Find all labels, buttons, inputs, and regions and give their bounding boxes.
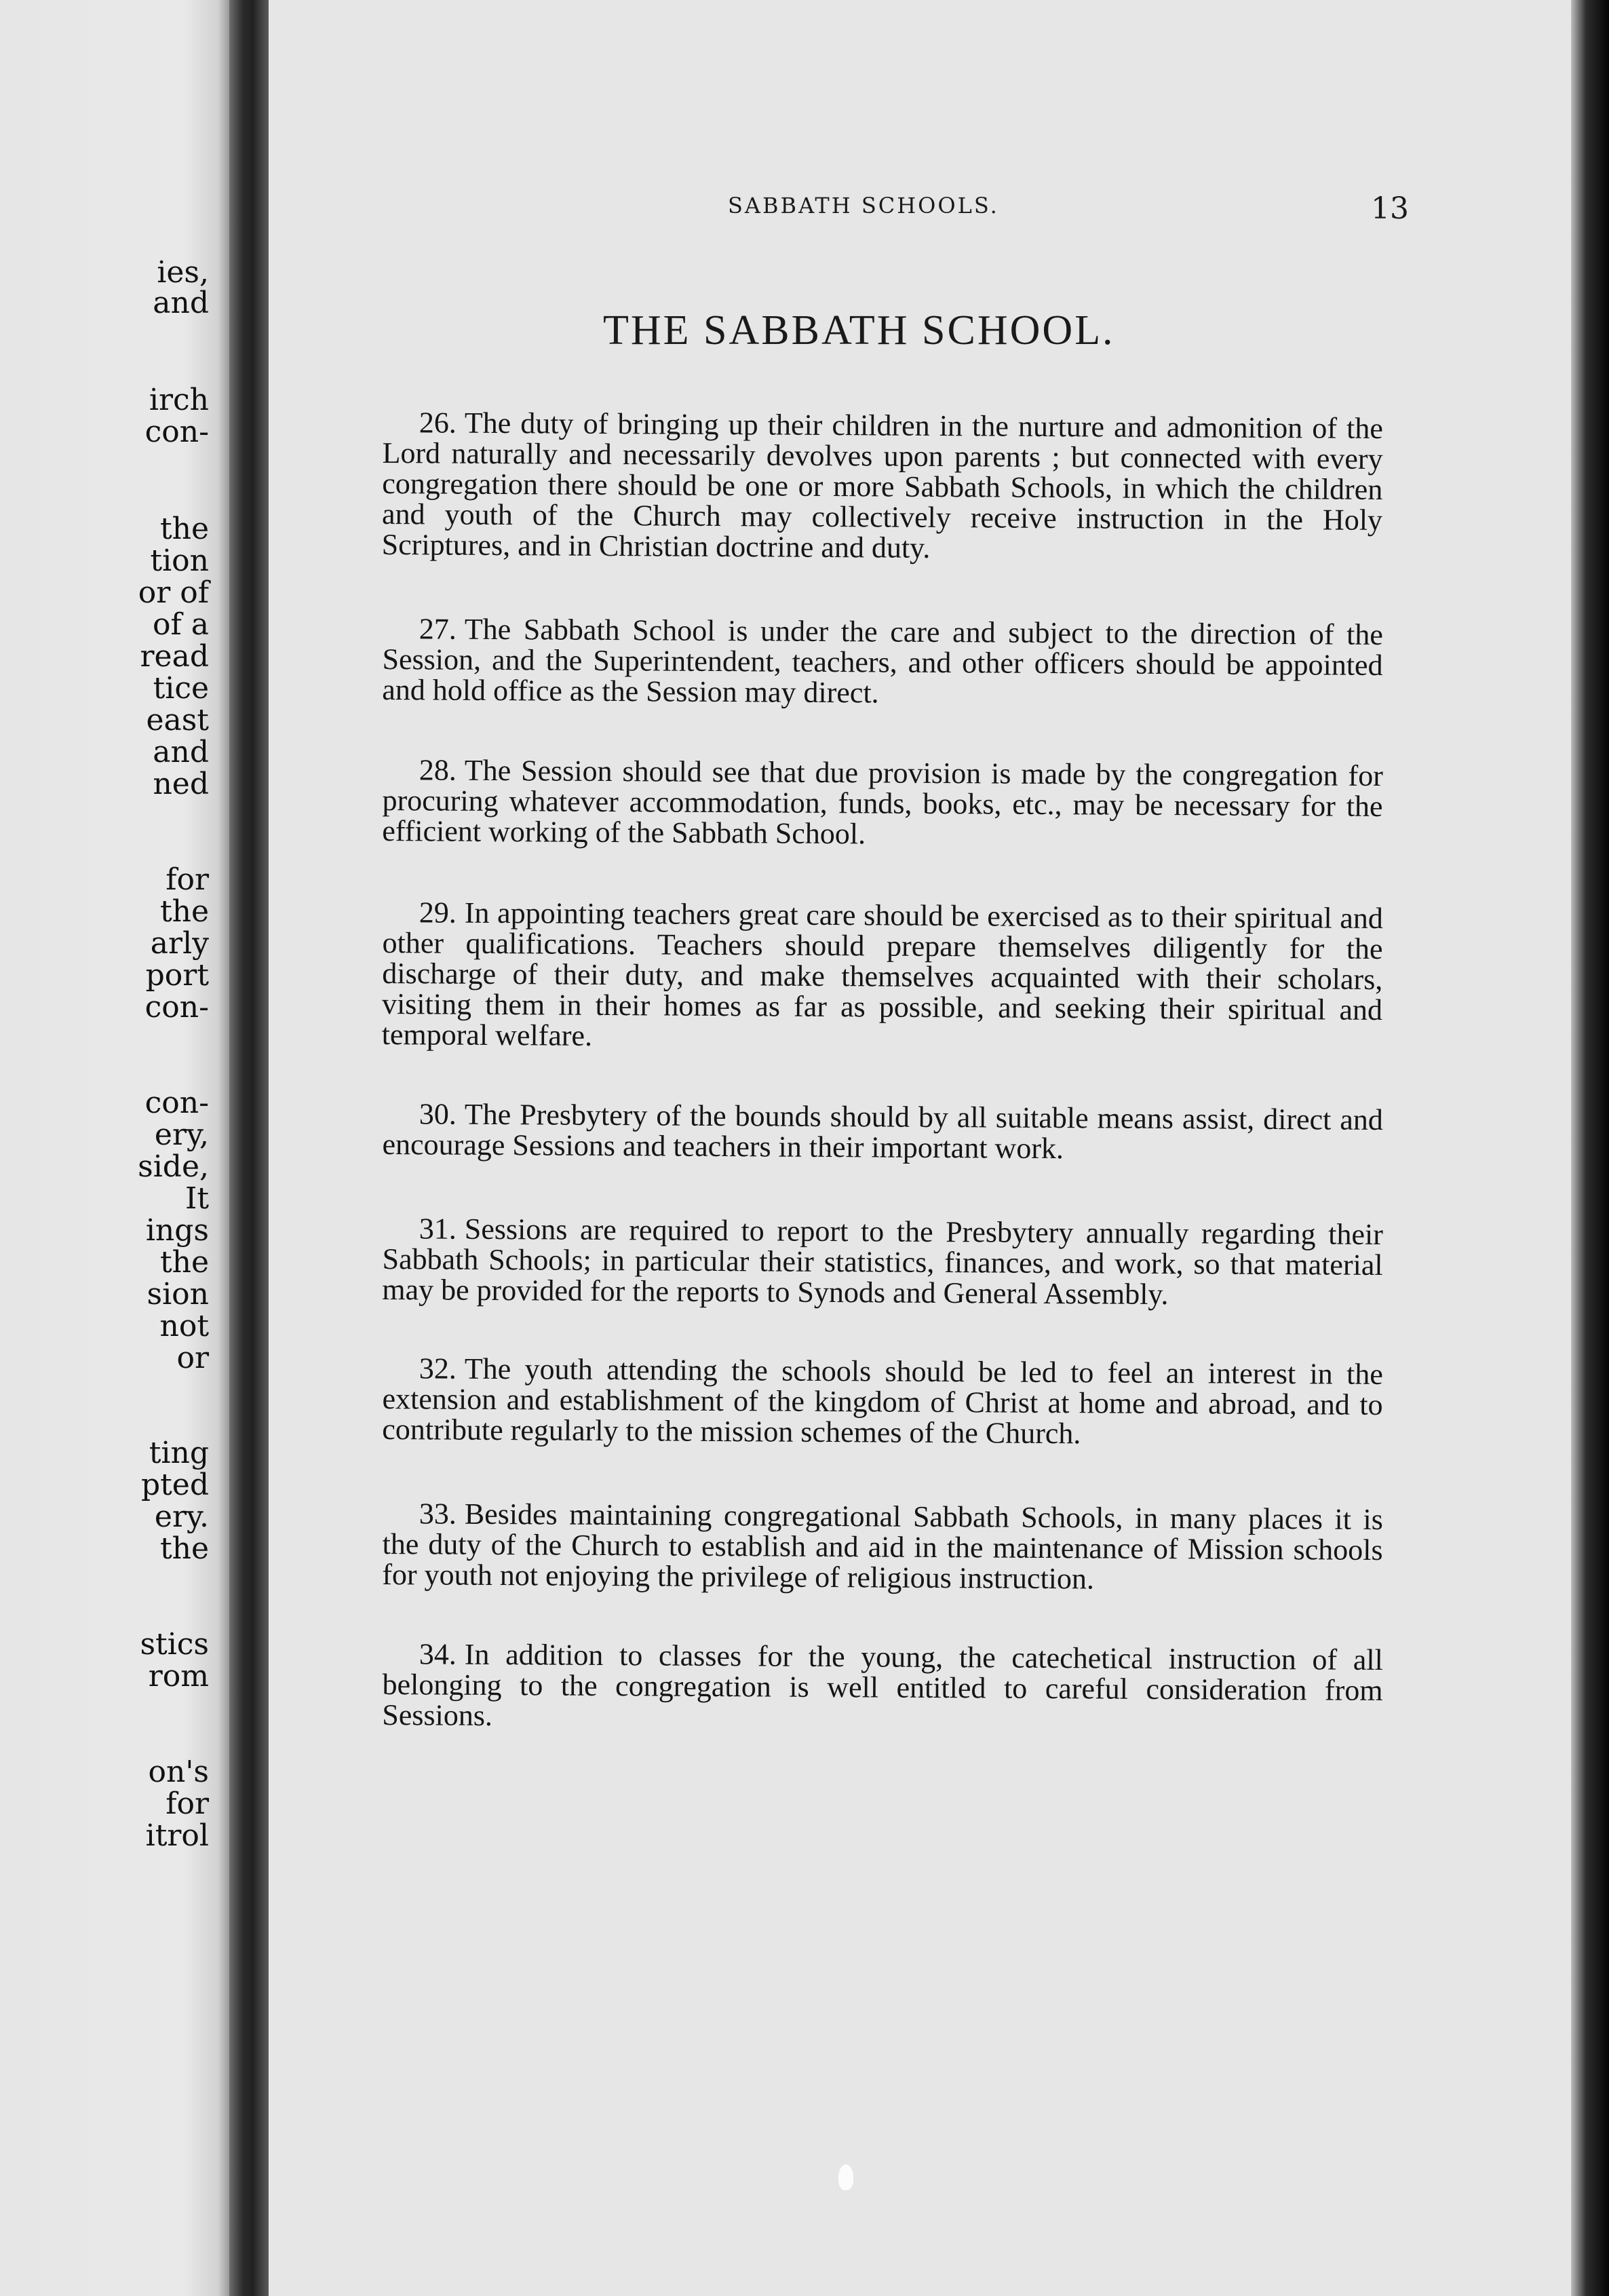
left-fragment: of a <box>153 607 209 642</box>
left-fragment: ery. <box>154 1499 209 1534</box>
book-gutter <box>229 0 269 2296</box>
left-page-text-fragments <box>73 0 209 2296</box>
paragraph-number: 26. <box>419 406 457 440</box>
paragraph-number: 30. <box>419 1097 457 1131</box>
left-fragment: pted <box>140 1468 209 1502</box>
left-fragment: stics <box>140 1627 209 1662</box>
left-fragment: con- <box>144 1086 209 1120</box>
paragraph-text: The duty of bringing up their children in the nurture and admonition of the Lord naturally and necessarily devolves upon parents ; but connected with every congregation there should be one or more Sabbath Schools, in which the children and youth of the Church may collectively receive instruction in the Holy Scriptures, and in Christian doctrine and duty. <box>381 406 1383 565</box>
left-fragment: con- <box>144 415 209 449</box>
left-fragment: ting <box>149 1436 209 1470</box>
left-fragment: for <box>166 862 209 897</box>
paragraph <box>382 1098 1383 1166</box>
left-fragment: ned <box>153 767 209 801</box>
page-number: 13 <box>1371 191 1409 226</box>
running-head: SABBATH SCHOOLS. <box>728 193 999 218</box>
left-fragment: or <box>176 1341 209 1375</box>
left-fragment: side, <box>138 1149 209 1184</box>
left-fragment: and <box>153 735 209 769</box>
left-fragment: read <box>140 639 209 674</box>
paragraph-text: In addition to classes for the young, the catechetical instruction of all belonging to the congregation is well entitled to careful consideration from Sessions. <box>382 1637 1383 1732</box>
page-edge-shadow <box>1571 0 1609 2296</box>
paragraph <box>382 1639 1383 1736</box>
left-fragment: ings <box>145 1213 209 1248</box>
paragraph-number: 32. <box>419 1352 457 1385</box>
paragraph-number: 29. <box>419 896 457 930</box>
paragraph-text: Besides maintaining congregational Sabbath Schools, in many places it is the duty of the Church to establish and aid in the maintenance of Mission schools for youth not enjoying the privilege of religious instruction. <box>382 1497 1383 1596</box>
left-fragment: tion <box>150 543 209 578</box>
left-fragment: arly <box>150 926 209 961</box>
left-fragment: tice <box>153 671 209 706</box>
paragraph-number: 33. <box>419 1497 457 1531</box>
left-fragment: or of <box>138 575 209 610</box>
paragraph <box>382 613 1383 711</box>
left-fragment: the <box>159 894 209 929</box>
paragraph-text: Sessions are required to report to the Presbytery annually regarding their Sabbath Schools; in particular their statistics, finances, and work, so that material may be provided for the reports to Synods and General Assembly. <box>382 1212 1383 1312</box>
paragraph-text: The Presbytery of the bounds should by all suitable means assist, direct and encourage Sessions and teachers in their important work. <box>382 1097 1383 1166</box>
left-fragment: the <box>159 1245 209 1280</box>
paragraph <box>382 407 1383 566</box>
section-title: THE SABBATH SCHOOL. <box>603 307 1115 353</box>
paragraph-number: 27. <box>419 612 457 646</box>
paragraph <box>382 1498 1383 1596</box>
left-fragment: ies, <box>157 255 209 290</box>
left-fragment: rom <box>148 1659 209 1694</box>
left-fragment: sion <box>147 1277 209 1312</box>
left-fragment: itrol <box>145 1818 209 1853</box>
left-fragment: con- <box>144 990 209 1025</box>
paragraph <box>382 1213 1383 1311</box>
body-text <box>383 407 1383 1730</box>
left-fragment: port <box>145 958 209 993</box>
paragraph-number: 34. <box>419 1637 457 1671</box>
left-fragment: irch <box>149 383 209 417</box>
left-fragment: and <box>153 286 209 320</box>
paragraph-number: 28. <box>419 753 457 787</box>
paragraph <box>382 897 1383 1056</box>
left-facing-page <box>0 0 229 2296</box>
paragraph-text: The youth attending the schools should be led to feel an interest in the extension and establishment of the kingdom of Christ at home and abroad, and to contribute regularly to the mission schemes of the Church. <box>382 1352 1383 1451</box>
left-fragment: not <box>159 1309 209 1343</box>
left-fragment: It <box>185 1181 209 1216</box>
main-page <box>269 0 1571 2296</box>
paragraph-text: The Session should see that due provision is made by the congregation for procuring whatever accommodation, funds, books, etc., may be necessary for the efficient working of the Sabbath School. <box>382 753 1383 851</box>
left-fragment: the <box>159 1531 209 1566</box>
left-fragment: east <box>146 703 209 738</box>
paragraph <box>382 754 1383 852</box>
paragraph-text: In appointing teachers great care should be exercised as to their spiritual and other qualifications. Teachers should prepare themselves diligently for the discharge of their duty, and make themselves acquainted with their scholars, visiting them in their homes as far as possible, and seeking their spiritual and temporal welfare. <box>381 896 1383 1052</box>
left-fragment: on's <box>148 1755 209 1789</box>
left-fragment: the <box>159 512 209 546</box>
left-fragment: ery, <box>154 1117 209 1152</box>
paragraph-text: The Sabbath School is under the care and subject to the direction of the Session, and the Superintendent, teachers, and other officers should be appointed and hold office as the Session may direct. <box>382 612 1383 710</box>
paragraph-number: 31. <box>419 1212 457 1246</box>
scan-speck <box>838 2164 853 2190</box>
paragraph <box>382 1353 1383 1451</box>
left-fragment: for <box>166 1786 209 1821</box>
